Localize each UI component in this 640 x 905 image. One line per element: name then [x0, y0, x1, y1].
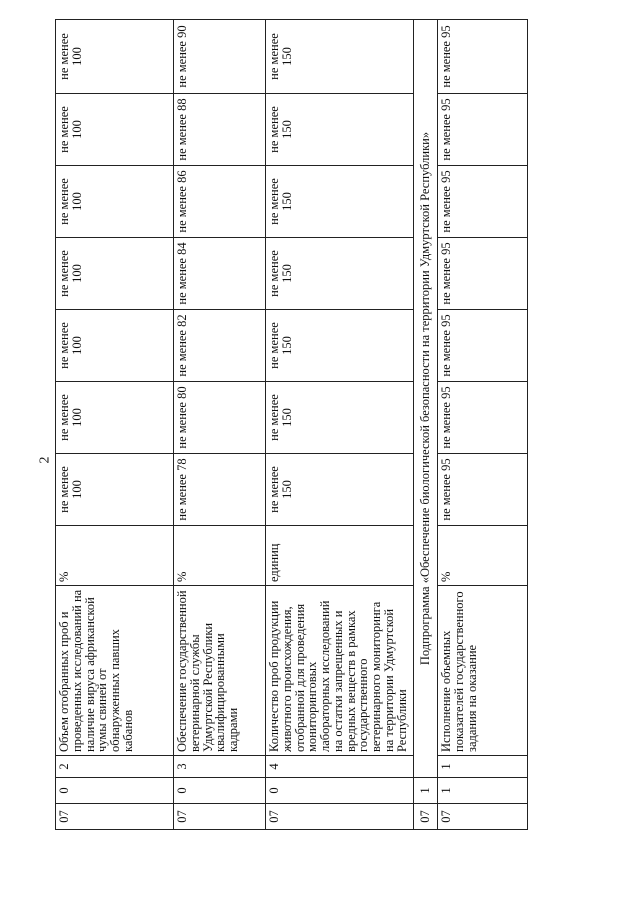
value-cell: не менее 95 — [438, 310, 528, 382]
code-cell: 1 — [438, 756, 528, 778]
value-cell: не менее 78 — [174, 454, 266, 526]
table-row — [56, 20, 174, 830]
table-row — [174, 20, 266, 830]
code-cell: 0 — [174, 778, 266, 804]
value-cell: не менее 95 — [438, 166, 528, 238]
indicator-name-cell: Объем отобранных проб и проведенных исследований на наличие вируса африканской чумы свиней от обнаруженных павших кабанов — [56, 586, 174, 756]
code-cell: 3 — [174, 756, 266, 778]
code-cell: 0 — [56, 778, 174, 804]
code-cell: 0 — [266, 778, 414, 804]
indicator-name-cell: Обеспечение государственной ветеринарной службы Удмуртской Республики квалифицированными кадрами — [174, 586, 266, 756]
value-cell: не менее 150 — [266, 166, 414, 238]
value-cell: не менее 150 — [266, 20, 414, 94]
indicator-name-cell: Количество проб продукции животного происхождения, отобранной для проведения мониторинговых лабораторных исследований на остатки запрещенных и вредных веществ в рамках государственного ветеринарного мониторинга на территории Удмуртской Республики — [266, 586, 414, 756]
value-cell: не менее 90 — [174, 20, 266, 94]
subprogram-title: Подпрограмма «Обеспечение биологической безопасности на территории Удмуртской Республики» — [414, 20, 438, 778]
code-cell: 07 — [174, 804, 266, 830]
value-cell: не менее 150 — [266, 382, 414, 454]
code-cell: 1 — [438, 778, 528, 804]
table-row — [438, 20, 528, 830]
unit-cell: % — [438, 526, 528, 586]
unit-cell: % — [56, 526, 174, 586]
value-cell: не менее 95 — [438, 20, 528, 94]
value-cell: не менее 84 — [174, 238, 266, 310]
code-cell: 1 — [414, 778, 438, 804]
value-cell: не менее 88 — [174, 94, 266, 166]
code-cell: 2 — [56, 756, 174, 778]
value-cell: не менее 100 — [56, 166, 174, 238]
value-cell: не менее 150 — [266, 454, 414, 526]
value-cell: не менее 150 — [266, 94, 414, 166]
subprogram-row — [414, 20, 438, 830]
table-row — [266, 20, 414, 830]
value-cell: не менее 86 — [174, 166, 266, 238]
value-cell: не менее 100 — [56, 310, 174, 382]
code-cell: 07 — [414, 804, 438, 830]
value-cell: не менее 95 — [438, 454, 528, 526]
unit-cell: единиц — [266, 526, 414, 586]
value-cell: не менее 95 — [438, 238, 528, 310]
code-cell: 07 — [438, 804, 528, 830]
value-cell: не менее 100 — [56, 20, 174, 94]
code-cell: 07 — [266, 804, 414, 830]
value-cell: не менее 100 — [56, 94, 174, 166]
value-cell: не менее 150 — [266, 238, 414, 310]
value-cell: не менее 100 — [56, 238, 174, 310]
value-cell: не менее 95 — [438, 94, 528, 166]
unit-cell: % — [174, 526, 266, 586]
code-cell: 07 — [56, 804, 174, 830]
value-cell: не менее 82 — [174, 310, 266, 382]
indicator-name-cell: Исполнение объемных показателей государственного задания на оказание — [438, 586, 528, 756]
value-cell: не менее 150 — [266, 310, 414, 382]
page-number: 2 — [37, 456, 53, 464]
value-cell: не менее 95 — [438, 382, 528, 454]
rotated-table-sheet — [55, 20, 585, 830]
indicators-table — [55, 19, 528, 830]
value-cell: не менее 100 — [56, 382, 174, 454]
code-cell: 4 — [266, 756, 414, 778]
value-cell: не менее 80 — [174, 382, 266, 454]
value-cell: не менее 100 — [56, 454, 174, 526]
